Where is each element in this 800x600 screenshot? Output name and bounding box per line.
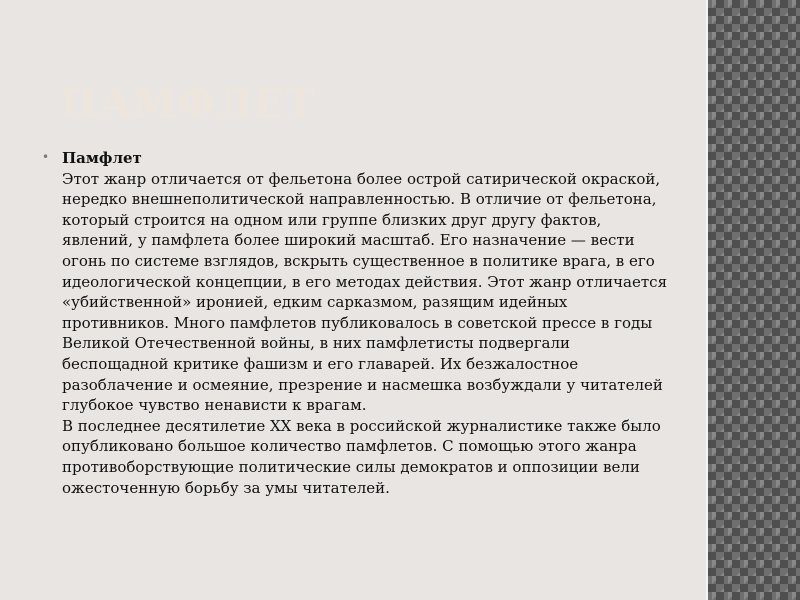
bullet-text [62, 148, 672, 498]
bullet-icon: • [42, 150, 50, 164]
paragraph-2: В последнее десятилетие XX века в российской журналистике также было опубликовано большое количество памфлетов. С помощью этого жанра противоборствующие политические силы демократов и оппозиции вели ожесточенную борьбу за умы читателей. [62, 416, 661, 497]
slide-title: ПАМФЛЕТ [60, 80, 316, 127]
content-area [42, 148, 672, 498]
paragraph-1: Этот жанр отличается от фельетона более острой сатирической окраской, нередко внешнеполитической направленностью. В отличие от фельетона, который строится на одном или группе близких друг другу фактов, явлений, у памфлета более широкий масштаб. Его назначение — вести огонь по системе взглядов, вскрыть существенное в политике врага, в его идеологической концепции, в его методах действия. Этот жанр отличается «убийственной» иронией, едким сарказмом, разящим идейных противников. Много памфлетов публиковалось в советской прессе в годы Великой Отечественной войны, в них памфлетисты подвергали беспощадной критике фашизм и его главарей. Их безжалостное разоблачение и осмеяние, презрение и насмешка возбуждали у читателей глубокое чувство ненависти к врагам. [62, 169, 668, 415]
decorative-pattern-panel [708, 0, 800, 600]
content-heading: Памфлет [62, 149, 142, 167]
